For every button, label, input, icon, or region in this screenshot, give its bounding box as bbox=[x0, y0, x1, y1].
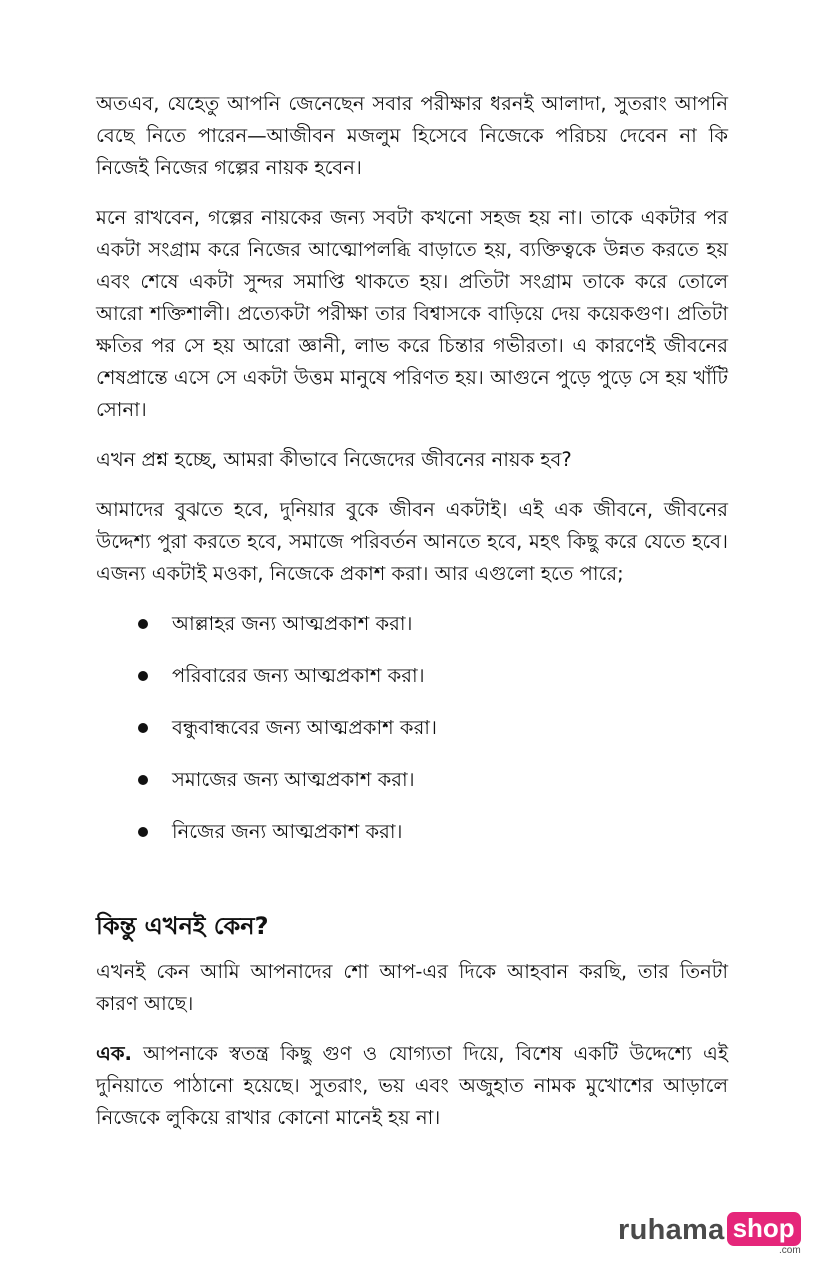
publisher-logo bbox=[618, 1212, 801, 1256]
bullet-dot-icon bbox=[138, 619, 148, 629]
list-item-text: নিজের জন্য আত্মপ্রকাশ করা। bbox=[172, 820, 403, 843]
section-heading: কিন্তু এখনই কেন? bbox=[96, 912, 269, 940]
logo-word: ruhama bbox=[618, 1214, 725, 1246]
bullet-list bbox=[96, 608, 728, 848]
reason-text: আপনাকে স্বতন্ত্র কিছু গুণ ও যোগ্যতা দিয়ে, বিশেষ একটি উদ্দেশ্যে এই দুনিয়াতে পাঠানো হয়েছে। সুতরাং, ভয় এবং অজুহাত নামক মুখোশের আড়ালে নিজেকে লুকিয়ে রাখার কোনো মানেই হয় না। bbox=[96, 1042, 728, 1129]
list-item-text: পরিবারের জন্য আত্মপ্রকাশ করা। bbox=[172, 664, 425, 687]
bullet-dot-icon bbox=[138, 723, 148, 733]
logo-box-text: shop bbox=[732, 1213, 795, 1243]
bullet-dot-icon bbox=[138, 775, 148, 785]
list-item bbox=[96, 816, 728, 848]
logo-box bbox=[727, 1212, 801, 1256]
paragraph: এখন প্রশ্ন হচ্ছে, আমরা কীভাবে নিজেদের জীবনের নায়ক হব? bbox=[96, 448, 572, 471]
page-content bbox=[96, 88, 728, 1152]
list-item-text: বন্ধুবান্ধবের জন্য আত্মপ্রকাশ করা। bbox=[172, 716, 437, 739]
list-item bbox=[96, 764, 728, 796]
bullet-dot-icon bbox=[138, 827, 148, 837]
reason-lead: এক. bbox=[96, 1042, 132, 1065]
list-item bbox=[96, 608, 728, 640]
list-item-text: সমাজের জন্য আত্মপ্রকাশ করা। bbox=[172, 768, 415, 791]
list-item bbox=[96, 712, 728, 744]
logo-suffix: .com bbox=[779, 1245, 801, 1256]
bullet-dot-icon bbox=[138, 671, 148, 681]
paragraph: মনে রাখবেন, গল্পের নায়কের জন্য সবটা কখনো সহজ হয় না। তাকে একটার পর একটা সংগ্রাম করে নিজের আত্মোপলব্ধি বাড়াতে হয়, ব্যক্তিত্বকে উন্নত করতে হয় এবং শেষে একটা সুন্দর সমাপ্তি থাকতে হয়। প্রতিটা সংগ্রাম তাকে করে তোলে আরো শক্তিশালী। প্রত্যেকটা পরীক্ষা তার বিশ্বাসকে বাড়িয়ে দেয় কয়েকগুণ। প্রতিটা ক্ষতির পর সে হয় আরো জ্ঞানী, লাভ করে চিন্তার গভীরতা। এ কারণেই জীবনের শেষপ্রান্তে এসে সে একটা উত্তম মানুষে পরিণত হয়। আগুনে পুড়ে পুড়ে সে হয় খাঁটি সোনা। bbox=[96, 206, 728, 421]
section-intro: এখনই কেন আমি আপনাদের শো আপ-এর দিকে আহবান করছি, তার তিনটা কারণ আছে। bbox=[96, 960, 728, 1015]
list-item-text: আল্লাহর জন্য আত্মপ্রকাশ করা। bbox=[172, 612, 413, 635]
paragraph: অতএব, যেহেতু আপনি জেনেছেন সবার পরীক্ষার ধরনই আলাদা, সুতরাং আপনি বেছে নিতে পারেন—আজীবন মজলুম হিসেবে নিজেকে পরিচয় দেবেন না কি নিজেই নিজের গল্পের নায়ক হবেন। bbox=[96, 92, 728, 179]
paragraph: আমাদের বুঝতে হবে, দুনিয়ার বুকে জীবন একটাই। এই এক জীবনে, জীবনের উদ্দেশ্য পুরা করতে হবে, সমাজে পরিবর্তন আনতে হবে, মহৎ কিছু করে যেতে হবে। এজন্য একটাই মওকা, নিজেকে প্রকাশ করা। আর এগুলো হতে পারে; bbox=[96, 498, 728, 585]
reason-paragraph bbox=[96, 1038, 728, 1134]
list-item bbox=[96, 660, 728, 692]
